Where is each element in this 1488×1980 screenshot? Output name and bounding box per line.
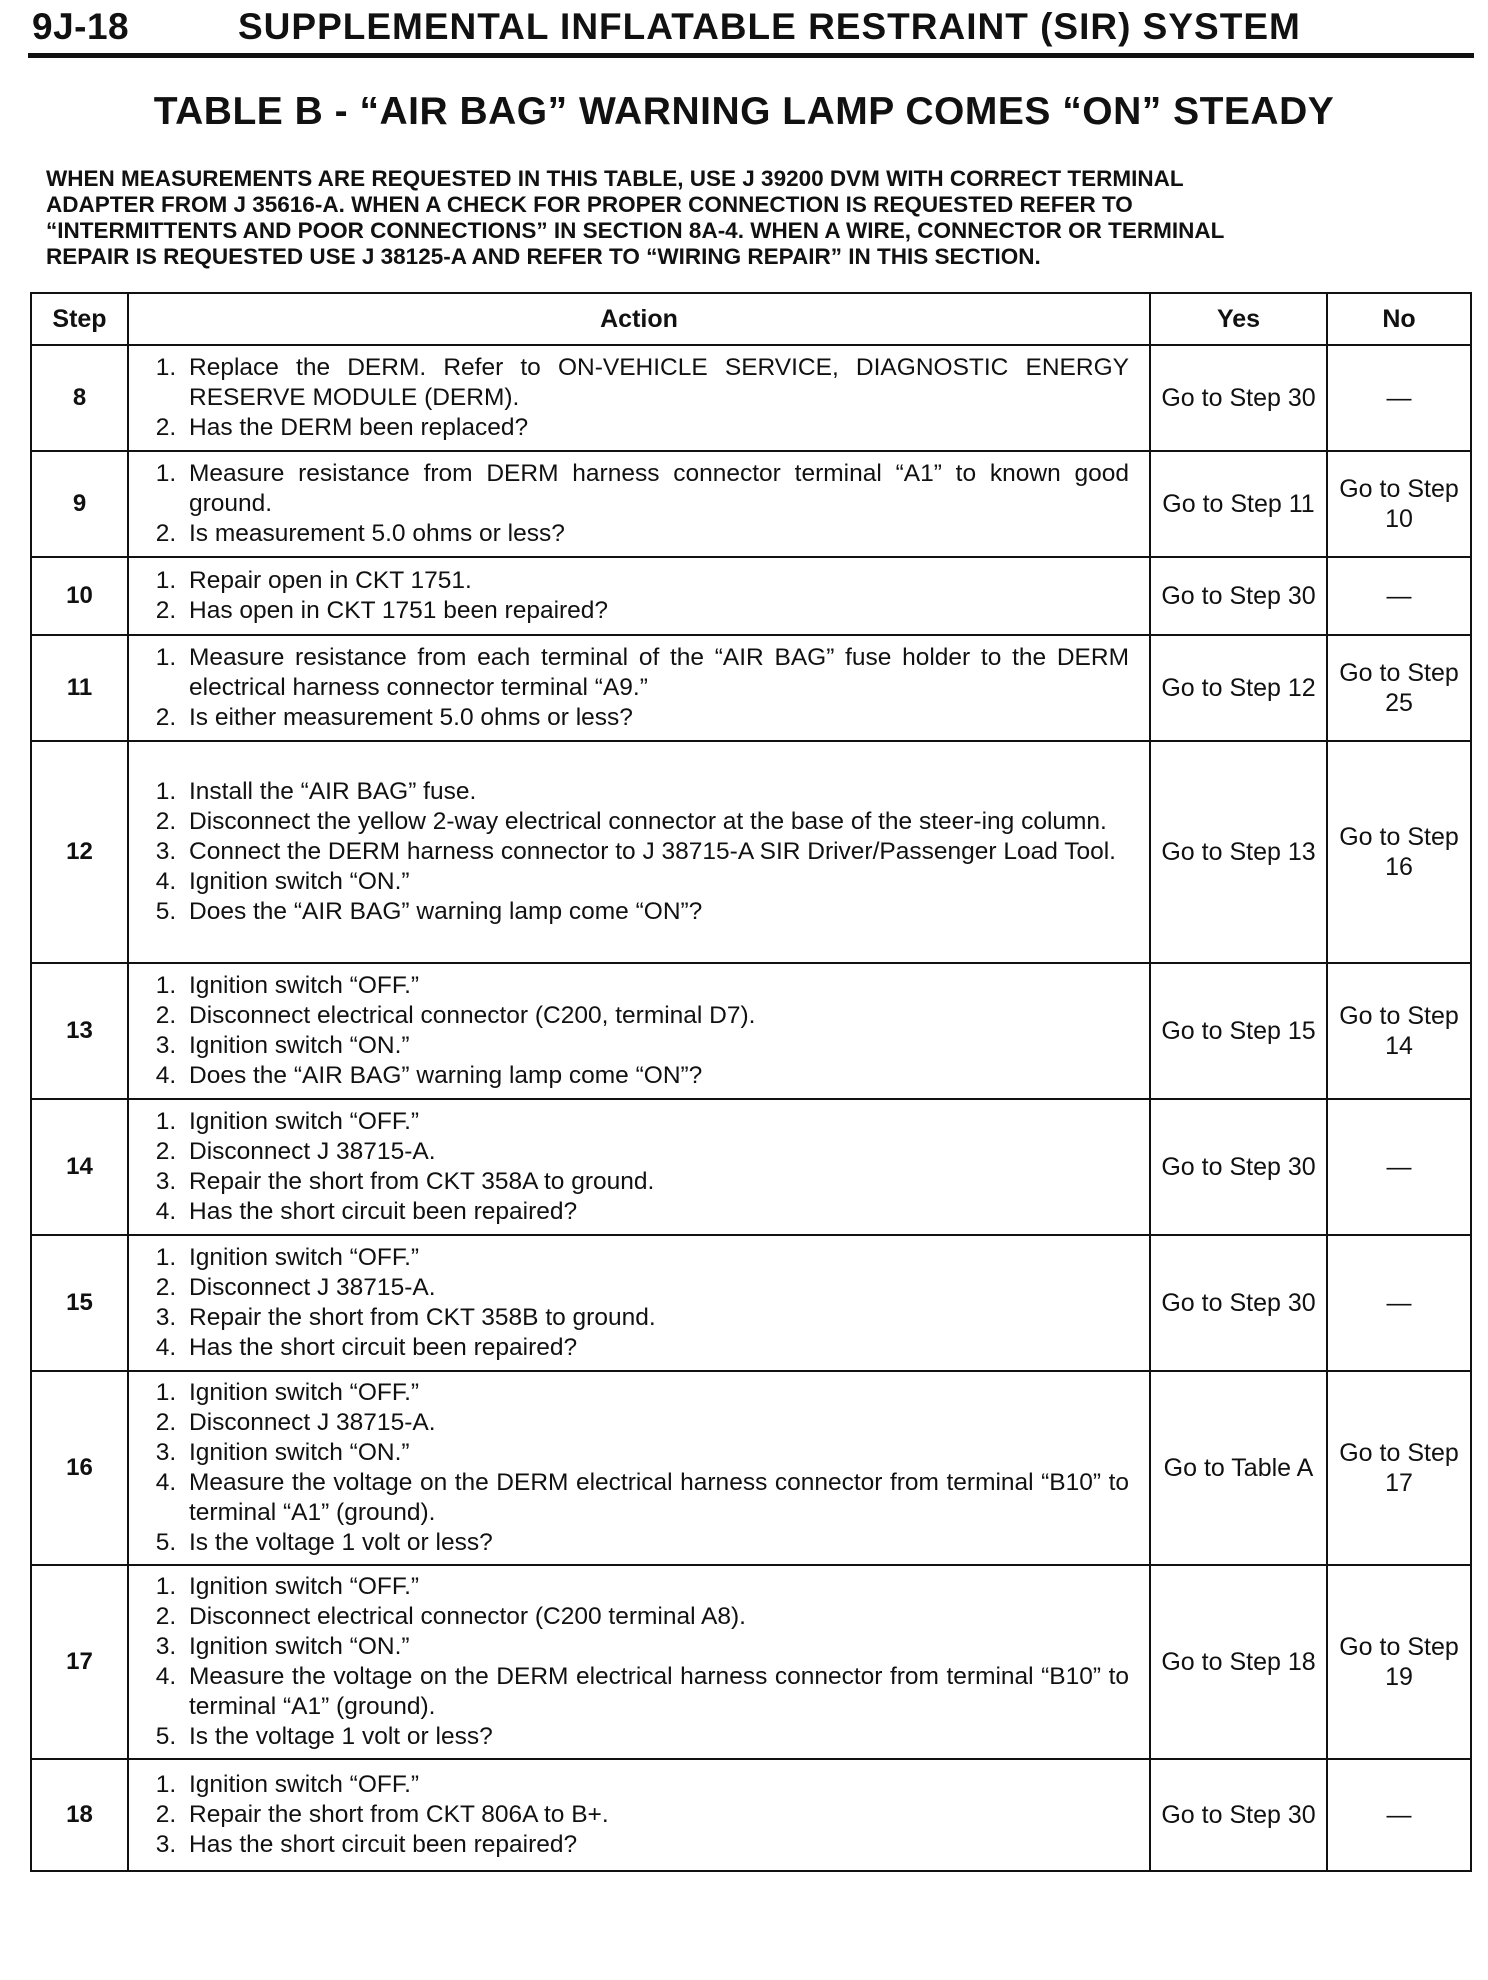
action-list	[147, 971, 1129, 1091]
no-result: Go to Step 19	[1327, 1565, 1471, 1759]
table-row	[31, 451, 1471, 557]
step-number: 17	[31, 1565, 128, 1759]
column-header-yes: Yes	[1150, 293, 1327, 345]
action-list	[147, 353, 1129, 443]
table-row	[31, 1565, 1471, 1759]
action-item: 1. Ignition switch “OFF.”	[183, 1243, 1129, 1273]
action-cell	[128, 1371, 1150, 1565]
no-result: —	[1327, 345, 1471, 451]
action-item: 2. Disconnect the yellow 2-way electrical connector at the base of the steer-ing column.	[183, 807, 1129, 837]
action-item: 2. Disconnect J 38715-A.	[183, 1408, 1129, 1438]
step-number: 14	[31, 1099, 128, 1235]
step-number: 15	[31, 1235, 128, 1371]
action-cell	[128, 557, 1150, 635]
action-cell	[128, 1759, 1150, 1871]
instruction-line: ADAPTER FROM J 35616-A. WHEN A CHECK FOR PROPER CONNECTION IS REQUESTED REFER TO	[46, 192, 1133, 217]
step-number: 13	[31, 963, 128, 1099]
yes-result: Go to Step 30	[1150, 1235, 1327, 1371]
section-title: SUPPLEMENTAL INFLATABLE RESTRAINT (SIR) SYSTEM	[238, 6, 1301, 47]
action-item: 3. Repair the short from CKT 358B to ground.	[183, 1303, 1129, 1333]
action-item: 1. Replace the DERM. Refer to ON-VEHICLE SERVICE, DIAGNOSTIC ENERGY RESERVE MODULE (DERM).	[183, 353, 1129, 413]
table-title: TABLE B - “AIR BAG” WARNING LAMP COMES “ON” STEADY	[153, 90, 1335, 133]
action-list	[147, 1770, 1129, 1860]
yes-result: Go to Step 30	[1150, 1099, 1327, 1235]
action-list	[147, 1107, 1129, 1227]
action-item: 3. Ignition switch “ON.”	[183, 1632, 1129, 1662]
action-list	[147, 1243, 1129, 1363]
instruction-line: “INTERMITTENTS AND POOR CONNECTIONS” IN SECTION 8A-4. WHEN A WIRE, CONNECTOR OR TERMINAL	[46, 218, 1225, 243]
action-cell	[128, 451, 1150, 557]
action-list	[147, 459, 1129, 549]
table-row	[31, 1235, 1471, 1371]
table-row	[31, 557, 1471, 635]
action-item: 1. Ignition switch “OFF.”	[183, 1107, 1129, 1137]
action-cell	[128, 1099, 1150, 1235]
table-row	[31, 1099, 1471, 1235]
yes-result: Go to Step 15	[1150, 963, 1327, 1099]
step-number: 8	[31, 345, 128, 451]
action-item: 1. Ignition switch “OFF.”	[183, 1378, 1129, 1408]
action-item: 1. Ignition switch “OFF.”	[183, 1572, 1129, 1602]
action-item: 5. Is the voltage 1 volt or less?	[183, 1722, 1129, 1752]
action-item: 1. Install the “AIR BAG” fuse.	[183, 777, 1129, 807]
action-list	[147, 566, 1129, 626]
action-cell	[128, 741, 1150, 963]
action-item: 1. Ignition switch “OFF.”	[183, 971, 1129, 1001]
action-item: 3. Ignition switch “ON.”	[183, 1031, 1129, 1061]
action-item: 4. Has the short circuit been repaired?	[183, 1333, 1129, 1363]
yes-result: Go to Step 30	[1150, 1759, 1327, 1871]
step-number: 10	[31, 557, 128, 635]
yes-result: Go to Step 30	[1150, 345, 1327, 451]
column-header-action: Action	[128, 293, 1150, 345]
action-item: 4. Does the “AIR BAG” warning lamp come “ON”?	[183, 1061, 1129, 1091]
no-result: —	[1327, 1099, 1471, 1235]
action-item: 5. Does the “AIR BAG” warning lamp come “ON”?	[183, 897, 1129, 927]
no-result: Go to Step 14	[1327, 963, 1471, 1099]
action-list	[147, 643, 1129, 733]
step-number: 18	[31, 1759, 128, 1871]
no-result: Go to Step 25	[1327, 635, 1471, 741]
no-result: —	[1327, 557, 1471, 635]
action-item: 2. Disconnect J 38715-A.	[183, 1137, 1129, 1167]
action-item: 2. Repair the short from CKT 806A to B+.	[183, 1800, 1129, 1830]
action-item: 1. Ignition switch “OFF.”	[183, 1770, 1129, 1800]
no-result: —	[1327, 1235, 1471, 1371]
action-item: 2. Is either measurement 5.0 ohms or less?	[183, 703, 1129, 733]
action-item: 2. Disconnect electrical connector (C200, terminal D7).	[183, 1001, 1129, 1031]
action-list	[147, 1572, 1129, 1752]
action-item: 1. Repair open in CKT 1751.	[183, 566, 1129, 596]
action-item: 2. Is measurement 5.0 ohms or less?	[183, 519, 1129, 549]
diagnostic-table	[30, 292, 1472, 1872]
action-cell	[128, 963, 1150, 1099]
step-number: 11	[31, 635, 128, 741]
page-header	[28, 0, 1474, 58]
step-number: 16	[31, 1371, 128, 1565]
action-item: 2. Disconnect electrical connector (C200 terminal A8).	[183, 1602, 1129, 1632]
instruction-line: WHEN MEASUREMENTS ARE REQUESTED IN THIS TABLE, USE J 39200 DVM WITH CORRECT TERMINAL	[46, 166, 1184, 191]
action-cell	[128, 1235, 1150, 1371]
action-item: 5. Is the voltage 1 volt or less?	[183, 1528, 1129, 1558]
action-cell	[128, 635, 1150, 741]
action-item: 3. Ignition switch “ON.”	[183, 1438, 1129, 1468]
table-row	[31, 963, 1471, 1099]
action-item: 3. Has the short circuit been repaired?	[183, 1830, 1129, 1860]
step-number: 9	[31, 451, 128, 557]
table-row	[31, 345, 1471, 451]
yes-result: Go to Table A	[1150, 1371, 1327, 1565]
no-result: —	[1327, 1759, 1471, 1871]
action-list	[147, 777, 1129, 927]
action-cell	[128, 1565, 1150, 1759]
table-row	[31, 635, 1471, 741]
section-number: 9J-18	[32, 6, 130, 47]
action-item: 1. Measure resistance from each terminal of the “AIR BAG” fuse holder to the DERM electrical harness connector terminal “A9.”	[183, 643, 1129, 703]
action-item: 2. Disconnect J 38715-A.	[183, 1273, 1129, 1303]
table-row	[31, 741, 1471, 963]
no-result: Go to Step 10	[1327, 451, 1471, 557]
action-list	[147, 1378, 1129, 1558]
yes-result: Go to Step 13	[1150, 741, 1327, 963]
action-item: 3. Connect the DERM harness connector to J 38715-A SIR Driver/Passenger Load Tool.	[183, 837, 1129, 867]
table-body	[31, 345, 1471, 1871]
action-item: 4. Measure the voltage on the DERM electrical harness connector from terminal “B10” to terminal “A1” (ground).	[183, 1662, 1129, 1722]
action-item: 4. Measure the voltage on the DERM electrical harness connector from terminal “B10” to terminal “A1” (ground).	[183, 1468, 1129, 1528]
instruction-line: REPAIR IS REQUESTED USE J 38125-A AND REFER TO “WIRING REPAIR” IN THIS SECTION.	[46, 244, 1041, 269]
no-result: Go to Step 17	[1327, 1371, 1471, 1565]
yes-result: Go to Step 12	[1150, 635, 1327, 741]
table-row	[31, 1371, 1471, 1565]
action-item: 2. Has open in CKT 1751 been repaired?	[183, 596, 1129, 626]
no-result: Go to Step 16	[1327, 741, 1471, 963]
column-header-no: No	[1327, 293, 1471, 345]
yes-result: Go to Step 18	[1150, 1565, 1327, 1759]
table-header-row	[31, 293, 1471, 345]
column-header-step: Step	[31, 293, 128, 345]
yes-result: Go to Step 30	[1150, 557, 1327, 635]
action-item: 4. Has the short circuit been repaired?	[183, 1197, 1129, 1227]
table-row	[31, 1759, 1471, 1871]
action-item: 4. Ignition switch “ON.”	[183, 867, 1129, 897]
action-item: 2. Has the DERM been replaced?	[183, 413, 1129, 443]
action-item: 3. Repair the short from CKT 358A to ground.	[183, 1167, 1129, 1197]
action-cell	[128, 345, 1150, 451]
yes-result: Go to Step 11	[1150, 451, 1327, 557]
instructions	[46, 166, 1456, 270]
action-item: 1. Measure resistance from DERM harness connector terminal “A1” to known good ground.	[183, 459, 1129, 519]
step-number: 12	[31, 741, 128, 963]
